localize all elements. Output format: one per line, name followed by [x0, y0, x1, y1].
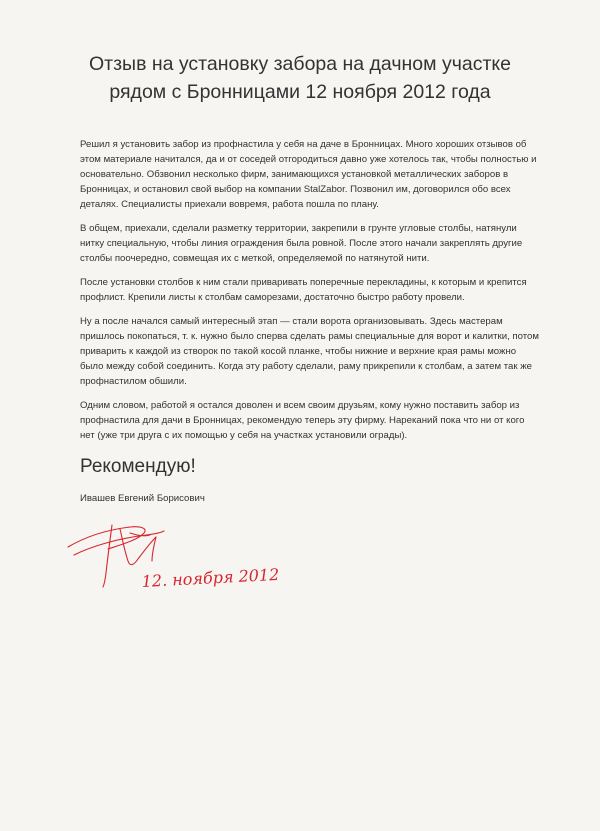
paragraph: В общем, приехали, сделали разметку территории, закрепили в грунте угловые столбы, натянули нитку специальную, чтобы линия ограждения была ровной. После этого начали закреплять другие столбы поочередно, совмещая их с меткой, определяемой по натянутой нити. [80, 223, 523, 264]
signer-name: Ивашев Евгений Борисович [80, 493, 205, 504]
handwritten-date: 12. ноября 2012 [141, 564, 280, 591]
paragraph: Решил я установить забор из профнастила у себя на даче в Бронницах. Много хороших отзывов об этом материале начитался, да и от соседей отгородиться давно уже хотелось так, чтобы полностью и основательно. Обзвонил несколько фирм, занимающихся установкой металлических заборов в Бронницах, и остановил свой выбор на компании StalZabor. Позвонил им, договорился обо всех деталях. Специалисты приехали вовремя, работа пошла по плану. [80, 139, 537, 210]
document-title: Отзыв на установку забора на дачном участке рядом с Бронницами 12 ноября 2012 года [89, 53, 511, 103]
document-body [80, 137, 540, 452]
paragraph: После установки столбов к ним стали приваривать поперечные перекладины, к которым и крепится профлист. Крепили листы к столбам саморезами, достаточно быстро работу провели. [80, 277, 527, 303]
paragraph: Одним словом, работой я остался доволен и всем своим друзьям, кому нужно поставить забор из профнастила для дачи в Бронницах, рекомендую теперь эту фирму. Нареканий пока что ни от кого нет (уже три друга с их помощью у себя на участках установили ограды). [80, 400, 525, 441]
paragraph: Ну а после начался самый интересный этап — стали ворота организовывать. Здесь мастерам пришлось покопаться, т. к. нужно было сперва сделать рамы специальные для ворот и калитки, потом приварить к каждой из створок по такой косой планке, чтобы нижние и верхние края рамы можно было между собой соединить. Когда эту работу сделали, раму прикрепили к столбам, а затем так же профнастилом обшили. [80, 316, 539, 387]
recommend-heading: Рекомендую! [80, 456, 196, 477]
handwritten-signature [60, 515, 300, 605]
